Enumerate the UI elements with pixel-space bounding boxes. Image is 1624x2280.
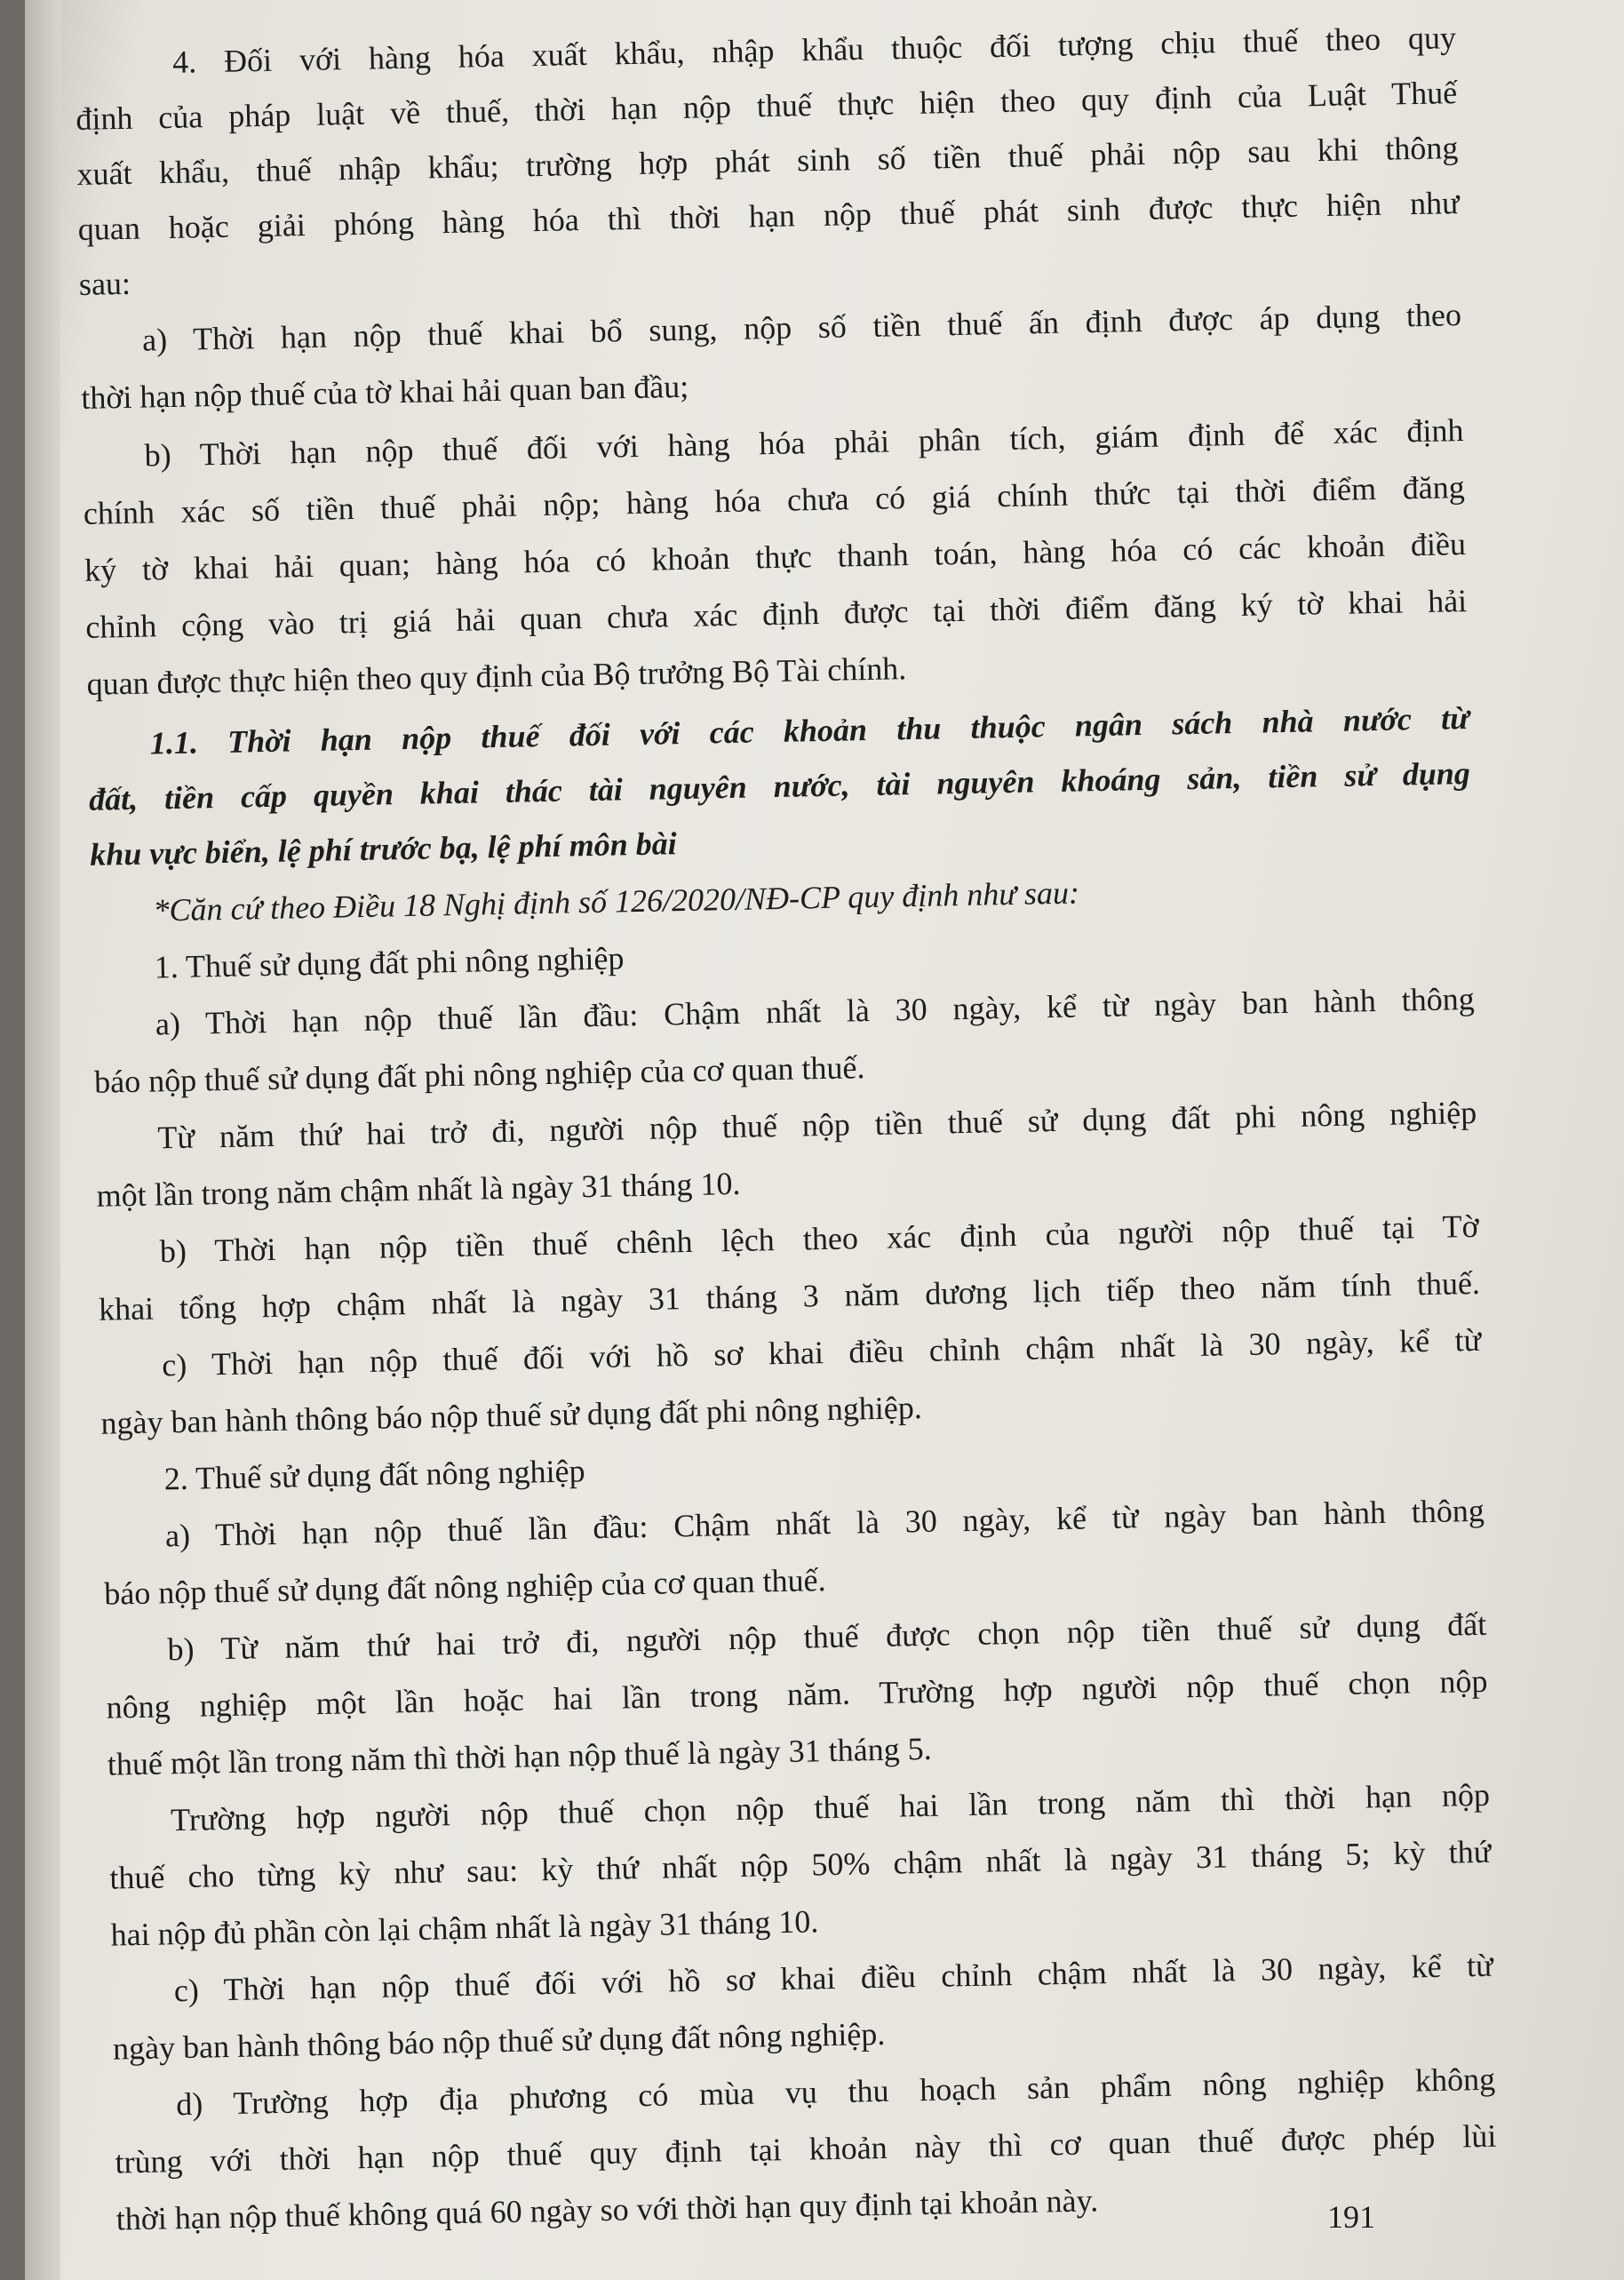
text-line: báo nộp thuế sử dụng đất nông nghiệp của cơ quan thuế. <box>103 1562 826 1612</box>
text-line: b) Từ năm thứ hai trở đi, người nộp thuế được chọn nộp tiền thuế sử dụng đất <box>167 1606 1487 1668</box>
text-line: ngày ban hành thông báo nộp thuế sử dụng đất nông nghiệp. <box>112 2015 886 2067</box>
text-line: thời hạn nộp thuế không quá 60 ngày so với thời hạn quy định tại khoản này. <box>115 2182 1099 2237</box>
subsection-title: 1. Thuế sử dụng đất phi nông nghiệp <box>154 940 625 985</box>
text-line: khai tổng hợp chậm nhất là ngày 31 tháng 3 năm dương lịch tiếp theo năm tính thuế. <box>98 1264 1481 1327</box>
text-line: a) Thời hạn nộp thuế lần đầu: Chậm nhất là 30 ngày, kể từ ngày ban hành thông <box>155 980 1476 1042</box>
text-line: quan hoặc giải phóng hàng hóa thì thời hạn nộp thuế phát sinh được thực hiện như <box>77 185 1460 247</box>
text-line: 4. Đối với hàng hóa xuất khẩu, nhập khẩu thuộc đối tượng chịu thuế theo quy <box>171 20 1457 80</box>
text-line: quan được thực hiện theo quy định của Bộ trưởng Bộ Tài chính. <box>86 650 907 702</box>
text-line: c) Thời hạn nộp thuế đối với hồ sơ khai điều chỉnh chậm nhất là 30 ngày, kể từ <box>161 1321 1482 1383</box>
text-line: a) Thời hạn nộp thuế lần đầu: Chậm nhất là 30 ngày, kể từ ngày ban hành thông <box>164 1492 1485 1554</box>
text-line: định của pháp luật về thuế, thời hạn nộp thuế thực hiện theo quy định của Luật Thuế <box>75 75 1458 137</box>
text-line: b) Thời hạn nộp tiền thuế chênh lệch theo xác định của người nộp thuế tại Tờ <box>159 1208 1479 1270</box>
page-gutter <box>25 0 60 2280</box>
text-line: ký tờ khai hải quan; hàng hóa có khoản thực thanh toán, hàng hóa có các khoản điều <box>84 526 1467 588</box>
book-page <box>25 0 1624 2280</box>
subsection-title: 2. Thuế sử dụng đất nông nghiệp <box>163 1453 585 1497</box>
text-line: nông nghiệp một lần hoặc hai lần trong năm. Trường hợp người nộp thuế chọn nộp <box>106 1662 1488 1726</box>
text-line: c) Thời hạn nộp thuế đối với hồ sơ khai điều chỉnh chậm nhất là 30 ngày, kể từ <box>173 1947 1493 2009</box>
text-line: thuế cho từng kỳ như sau: kỳ thứ nhất nộp 50% chậm nhất là ngày 31 tháng 5; kỳ thứ <box>109 1833 1492 1896</box>
section-heading: đất, tiền cấp quyền khai thác tài nguyên nước, tài nguyên khoáng sản, tiền sử dụng <box>88 754 1471 817</box>
text-line: báo nộp thuế sử dụng đất phi nông nghiệp của cơ quan thuế. <box>93 1049 865 1100</box>
text-line: sau: <box>78 265 131 302</box>
text-line: thời hạn nộp thuế của tờ khai hải quan ban đầu; <box>81 368 689 416</box>
text-line: chỉnh cộng vào trị giá hải quan chưa xác định được tại thời điểm đăng ký tờ khai hải <box>84 583 1468 645</box>
text-line: d) Trường hợp địa phương có mùa vụ thu hoạch sản phẩm nông nghiệp không <box>175 2061 1496 2123</box>
text-line: a) Thời hạn nộp thuế khai bổ sung, nộp số tiền thuế ấn định được áp dụng theo <box>141 297 1462 358</box>
section-heading: 1.1. Thời hạn nộp thuế đối với các khoản thu thuộc ngân sách nhà nước từ <box>149 699 1469 761</box>
text-line: thuế một lần trong năm thì thời hạn nộp thuế là ngày 31 tháng 5. <box>107 1730 933 1782</box>
text-line: Từ năm thứ hai trở đi, người nộp thuế nộp tiền thuế sử dụng đất phi nông nghiệp <box>157 1094 1477 1156</box>
text-line: b) Thời hạn nộp thuế đối với hàng hóa phải phân tích, giám định để xác định <box>144 412 1464 474</box>
text-line: một lần trong năm chậm nhất là ngày 31 tháng 10. <box>96 1165 741 1214</box>
text-line: Trường hợp người nộp thuế chọn nộp thuế hai lần trong năm thì thời hạn nộp <box>170 1776 1491 1838</box>
text-line: chính xác số tiền thuế phải nộp; hàng hóa chưa có giá chính thức tại thời điểm đăng <box>83 469 1466 531</box>
page-number: 191 <box>1327 2199 1375 2235</box>
text-line: trùng với thời hạn nộp thuế quy định tại khoản này thì cơ quan thuế được phép lùi <box>115 2117 1497 2180</box>
text-line: ngày ban hành thông báo nộp thuế sử dụng đất phi nông nghiệp. <box>100 1389 923 1441</box>
text-line: hai nộp đủ phần còn lại chậm nhất là ngày 31 tháng 10. <box>110 1903 819 1953</box>
text-line: xuất khẩu, thuế nhập khẩu; trường hợp phát sinh số tiền thuế phải nộp sau khi thông <box>76 130 1459 192</box>
legal-basis: *Căn cứ theo Điều 18 Nghị định số 126/2020/NĐ-CP quy định như sau: <box>153 874 1080 929</box>
section-heading: khu vực biển, lệ phí trước bạ, lệ phí môn bài <box>89 825 678 873</box>
